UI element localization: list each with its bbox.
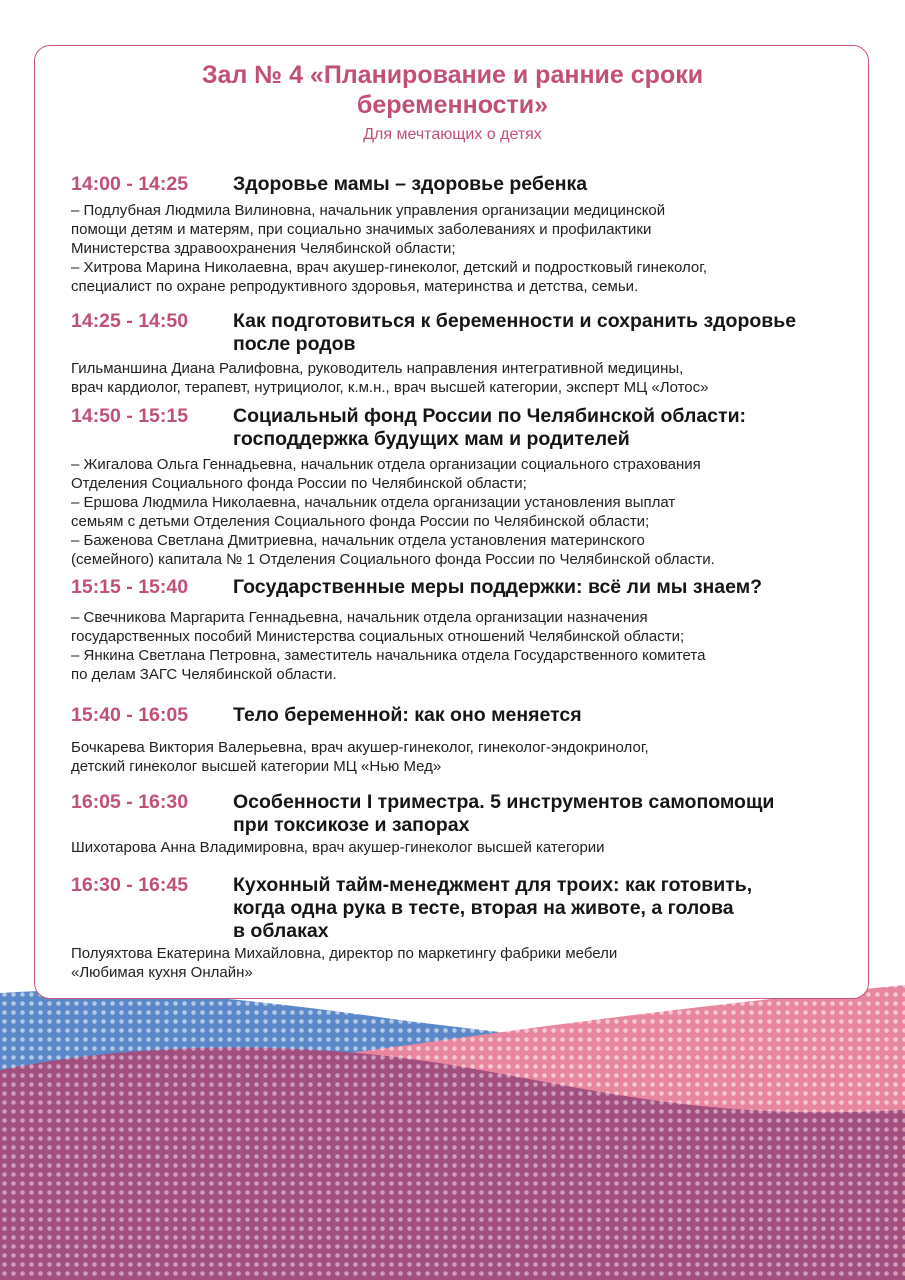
session-title-line: при токсикозе и запорах [233, 814, 470, 836]
speaker-line: Полуяхтова Екатерина Михайловна, директор по маркетингу фабрики мебели [71, 945, 618, 962]
session-title-line: Особенности I триместра. 5 инструментов самопомощи [233, 791, 775, 813]
session-title [233, 405, 851, 451]
session-time: 15:40 - 16:05 [71, 704, 189, 726]
speaker-line: – Жигалова Ольга Геннадьевна, начальник отдела организации социального страхования [71, 456, 701, 473]
session-title [233, 576, 851, 599]
hall-title-line-2: беременности» [356, 91, 549, 119]
session-time: 16:05 - 16:30 [71, 791, 189, 813]
session-time: 14:50 - 15:15 [71, 405, 189, 427]
session-item [71, 576, 851, 684]
session-title-line: Кухонный тайм-менеджмент для троих: как готовить, [233, 874, 753, 896]
speaker-line: Бочкарева Виктория Валерьевна, врач акушер-гинеколог, гинеколог-эндокринолог, [71, 739, 649, 756]
session-title-line: Как подготовиться к беременности и сохранить здоровье [233, 310, 797, 332]
session-title [233, 791, 851, 837]
session-speakers [71, 455, 851, 569]
speaker-line: – Янкина Светлана Петровна, заместитель начальника отдела Государственного комитета [71, 647, 706, 664]
speaker-line: семьям с детьми Отделения Социального фонда России по Челябинской области; [71, 513, 650, 530]
session-speakers [71, 359, 851, 397]
hall-subtitle: Для мечтающих о детях [363, 126, 542, 143]
speaker-line: – Ершова Людмила Николаевна, начальник отдела организации установления выплат [71, 494, 676, 511]
speaker-line: специалист по охране репродуктивного здоровья, материнства и детства, семьи. [71, 278, 639, 295]
session-title-line: Социальный фонд России по Челябинской области: [233, 405, 747, 427]
session-header [71, 874, 851, 943]
session-title-line: Здоровье мамы – здоровье ребенка [233, 173, 588, 195]
program-card [34, 45, 869, 999]
hall-title [35, 60, 870, 120]
session-title [233, 310, 851, 356]
session-item [71, 405, 851, 569]
session-header [71, 791, 851, 837]
session-time: 14:25 - 14:50 [71, 310, 189, 332]
speaker-line: (семейного) капитала № 1 Отделения Социального фонда России по Челябинской области. [71, 551, 715, 568]
session-speakers [71, 838, 851, 857]
speaker-line: Министерства здравоохранения Челябинской области; [71, 240, 456, 257]
session-title-line: когда одна рука в тесте, вторая на животе, а голова [233, 897, 734, 919]
speaker-line: по делам ЗАГС Челябинской области. [71, 666, 337, 683]
speaker-line: – Свечникова Маргарита Геннадьевна, начальник отдела организации назначения [71, 609, 648, 626]
speaker-line: помощи детям и матерям, при социально значимых заболеваниях и профилактики [71, 221, 652, 238]
session-title-line: в облаках [233, 920, 329, 942]
session-title [233, 874, 851, 943]
speaker-line: Шихотарова Анна Владимировна, врач акушер-гинеколог высшей категории [71, 839, 605, 856]
session-item [71, 173, 851, 296]
speaker-line: Отделения Социального фонда России по Челябинской области; [71, 475, 527, 492]
speaker-line: «Любимая кухня Онлайн» [71, 964, 253, 981]
session-speakers [71, 608, 851, 684]
session-speakers [71, 944, 851, 982]
session-time: 14:00 - 14:25 [71, 173, 189, 195]
session-title-line: после родов [233, 333, 356, 355]
speaker-line: – Хитрова Марина Николаевна, врач акушер-гинеколог, детский и подростковый гинеколог, [71, 259, 708, 276]
speaker-line: врач кардиолог, терапевт, нутрициолог, к.м.н., врач высшей категории, эксперт МЦ «Лотос» [71, 379, 709, 396]
session-title-line: господдержка будущих мам и родителей [233, 428, 630, 450]
session-header [71, 405, 851, 451]
session-time: 15:15 - 15:40 [71, 576, 189, 598]
speaker-line: государственных пособий Министерства социальных отношений Челябинской области; [71, 628, 685, 645]
session-header [71, 310, 851, 356]
session-speakers [71, 738, 851, 776]
session-header [71, 576, 851, 599]
session-header [71, 704, 851, 727]
hall-title-line-1: Зал № 4 «Планирование и ранние сроки [201, 61, 704, 89]
session-item [71, 791, 851, 857]
session-title [233, 704, 851, 727]
speaker-line: Гильманшина Диана Ралифовна, руководитель направления интегративной медицины, [71, 360, 684, 377]
session-time: 16:30 - 16:45 [71, 874, 189, 896]
speaker-line: – Баженова Светлана Дмитриевна, начальник отдела установления материнского [71, 532, 645, 549]
session-title-line: Тело беременной: как оно меняется [233, 704, 582, 726]
session-item [71, 310, 851, 397]
session-item [71, 704, 851, 776]
speaker-line: – Подлубная Людмила Вилиновна, начальник управления организации медицинской [71, 202, 666, 219]
session-title-line: Государственные меры поддержки: всё ли мы знаем? [233, 576, 763, 598]
session-title [233, 173, 851, 196]
session-speakers [71, 201, 851, 296]
session-item [71, 874, 851, 982]
session-header [71, 173, 851, 196]
speaker-line: детский гинеколог высшей категории МЦ «Нью Мед» [71, 758, 442, 775]
